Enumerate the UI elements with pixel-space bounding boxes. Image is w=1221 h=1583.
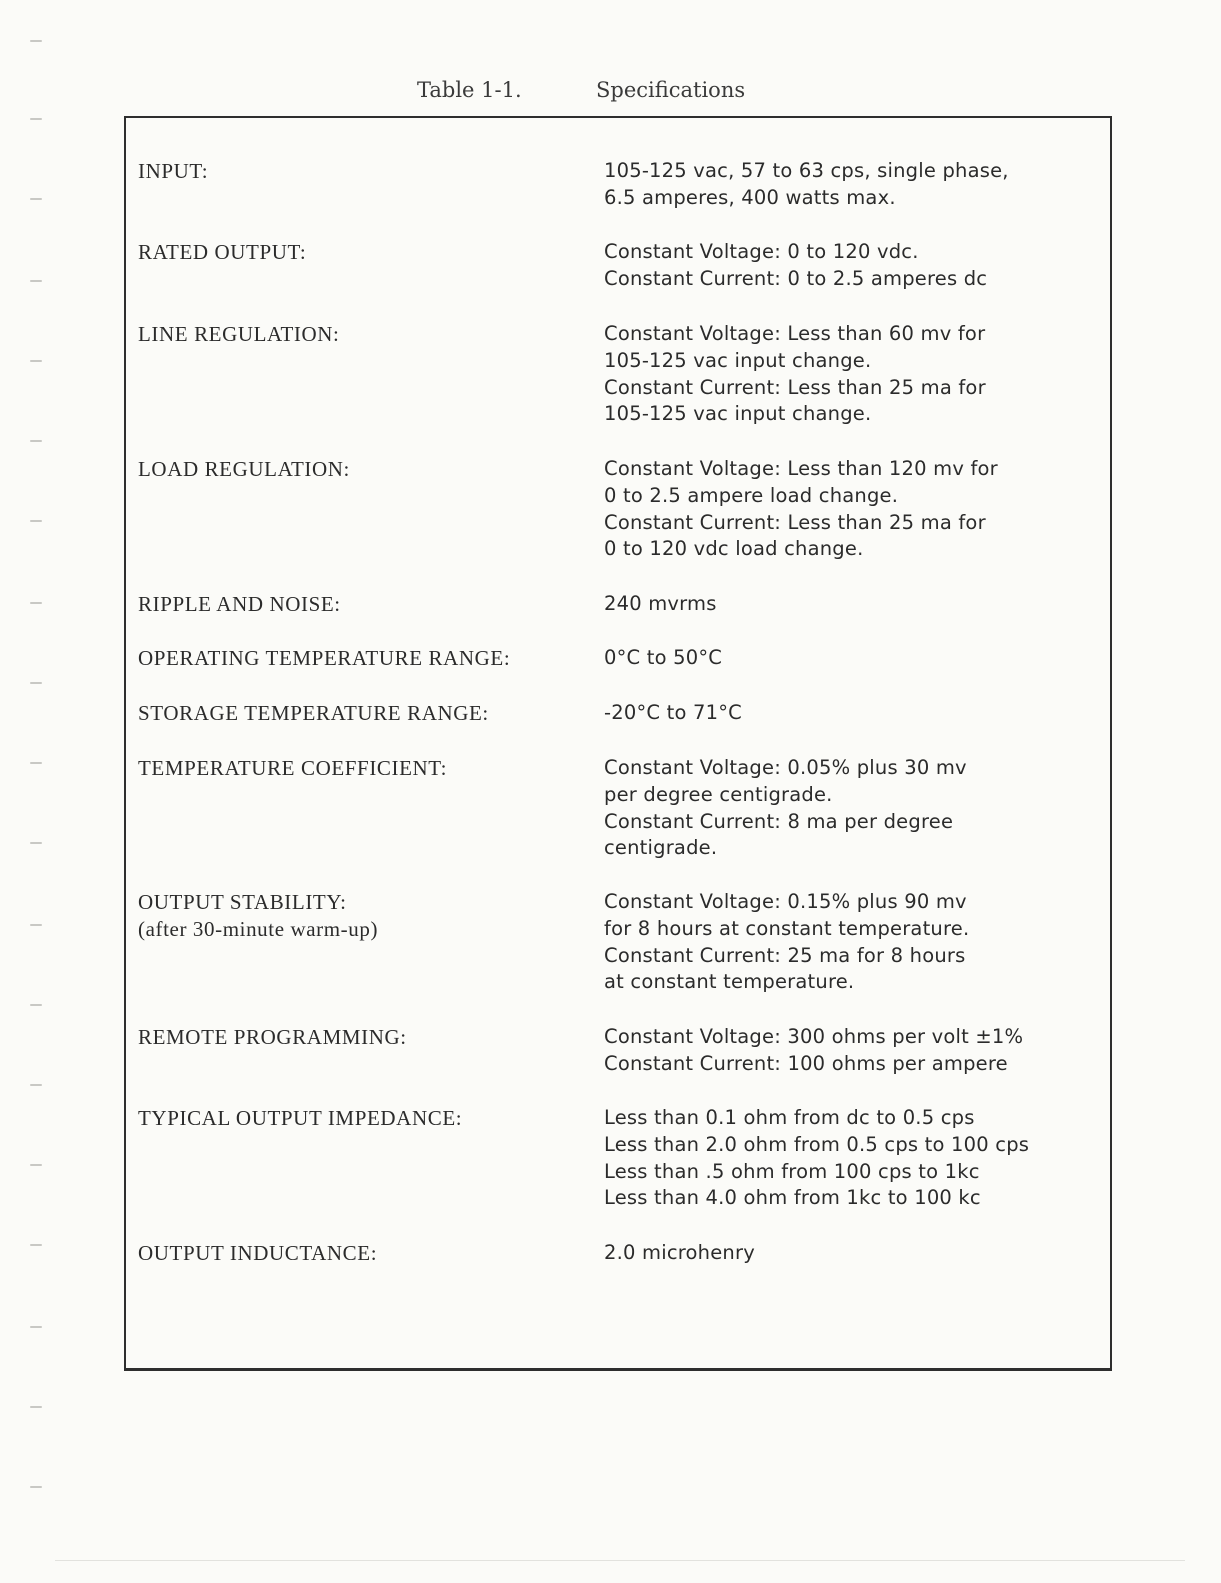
- spec-value: Constant Voltage: 0.05% plus 30 mv per degree centigrade. Constant Current: 8 ma per degree centigrade.: [604, 756, 967, 860]
- spec-label: INPUT:: [138, 159, 209, 183]
- table-number: Table 1-1.: [417, 78, 522, 102]
- spec-value: 105-125 vac, 57 to 63 cps, single phase, 6.5 amperes, 400 watts max.: [604, 159, 1009, 209]
- spec-label: STORAGE TEMPERATURE RANGE:: [138, 701, 489, 725]
- table-title: Specifications: [596, 78, 746, 102]
- spec-value: 240 mvrms: [604, 592, 717, 615]
- spec-value: Constant Voltage: 0 to 120 vdc. Constant Current: 0 to 2.5 amperes dc: [604, 240, 988, 290]
- page-edge-line: [55, 1560, 1185, 1561]
- spec-value: Less than 0.1 ohm from dc to 0.5 cps Less than 2.0 ohm from 0.5 cps to 100 cps Less than .5 ohm from 100 cps to 1kc Less than 4.0 ohm from 1kc to 100 kc: [604, 1106, 1030, 1210]
- spec-label: OUTPUT STABILITY: (after 30-minute warm-up): [138, 890, 379, 941]
- binding-margin-marks: [18, 30, 42, 1510]
- spec-value: Constant Voltage: 300 ohms per volt ±1% Constant Current: 100 ohms per ampere: [604, 1025, 1024, 1075]
- spec-value: Constant Voltage: Less than 120 mv for 0 to 2.5 ampere load change. Constant Current: Less than 25 ma for 0 to 120 vdc load change.: [604, 457, 998, 561]
- spec-label: OUTPUT INDUCTANCE:: [138, 1241, 378, 1265]
- spec-label: TYPICAL OUTPUT IMPEDANCE:: [138, 1106, 463, 1130]
- spec-label: TEMPERATURE COEFFICIENT:: [138, 756, 448, 780]
- spec-value: -20°C to 71°C: [604, 701, 742, 724]
- spec-label: OPERATING TEMPERATURE RANGE:: [138, 646, 511, 670]
- spec-label: LOAD REGULATION:: [138, 457, 350, 481]
- spec-label: LINE REGULATION:: [138, 322, 340, 346]
- spec-value: Constant Voltage: Less than 60 mv for 105-125 vac input change. Constant Current: Less than 25 ma for 105-125 vac input change.: [604, 322, 986, 426]
- spec-value: 0°C to 50°C: [604, 646, 723, 669]
- spec-value: 2.0 microhenry: [604, 1241, 755, 1264]
- spec-label: REMOTE PROGRAMMING:: [138, 1025, 407, 1049]
- spec-value: Constant Voltage: 0.15% plus 90 mv for 8 hours at constant temperature. Constant Current: 25 ma for 8 hours at constant temperature.: [604, 890, 970, 994]
- spec-label: RIPPLE AND NOISE:: [138, 592, 341, 616]
- spec-label: RATED OUTPUT:: [138, 240, 307, 264]
